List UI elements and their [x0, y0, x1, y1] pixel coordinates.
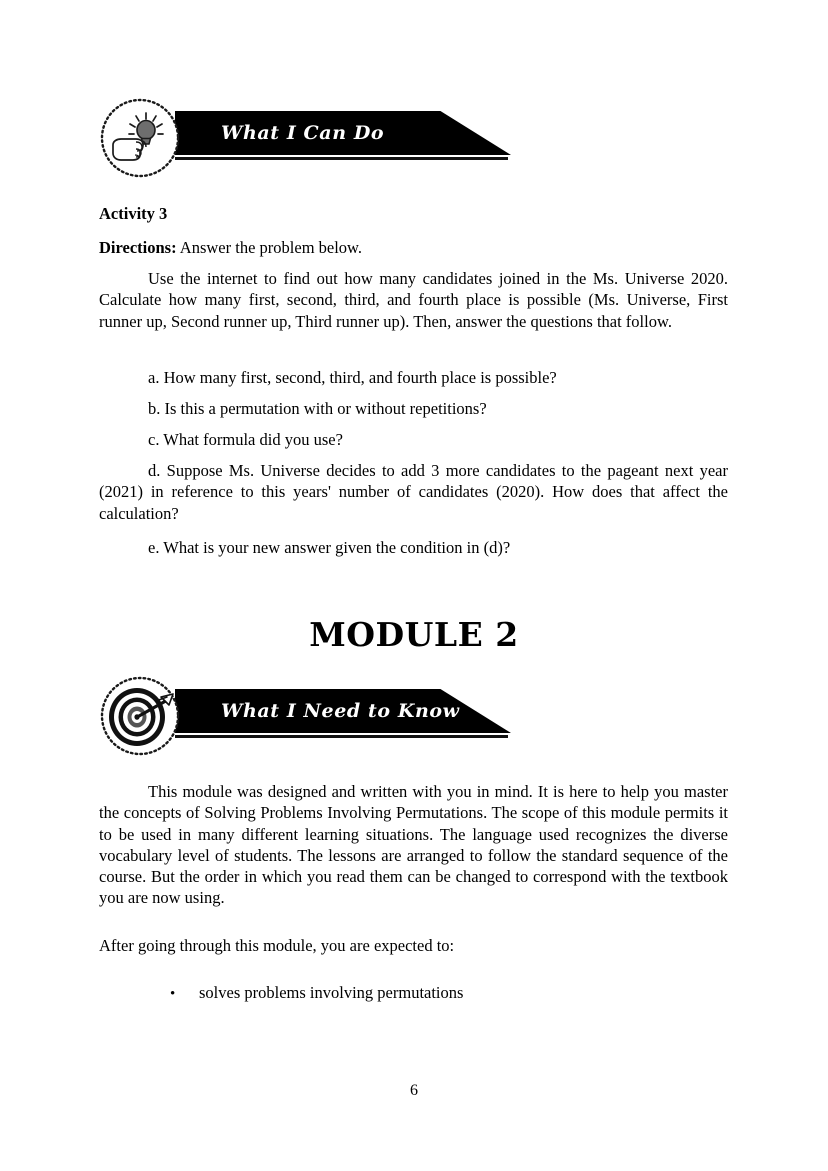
objective-text: solves problems involving permutations	[199, 983, 464, 1002]
banner-underline	[175, 156, 508, 160]
hand-holding-lightbulb-icon	[99, 97, 181, 179]
question-c: c. What formula did you use?	[148, 430, 343, 449]
directions-label: Directions:	[99, 238, 177, 257]
banner-bar	[175, 111, 511, 155]
page-number: 6	[410, 1082, 418, 1099]
target-with-arrow-icon	[99, 675, 181, 757]
banner-label: What I Need to Know	[221, 700, 460, 722]
activity-problem: Use the internet to find out how many candidates joined in the Ms. Universe 2020. Calculate how many first, second, third, and fourth place is possible (Ms. Universe, First runner up, Second runner up, Third runner up). Then, answer the questions that follow.	[99, 269, 728, 331]
list-item	[170, 982, 730, 1004]
question-e: e. What is your new answer given the condition in (d)?	[148, 538, 511, 557]
activity-title: Activity 3	[99, 204, 168, 223]
question-d: d. Suppose Ms. Universe decides to add 3 more candidates to the pageant next year (2021) in reference to this years' number of candidates (2020). How does that affect the calculation?	[99, 461, 728, 523]
banner-what-i-need-to-know	[99, 675, 511, 747]
question-a: a. How many first, second, third, and fourth place is possible?	[148, 368, 557, 387]
banner-label: What I Can Do	[221, 122, 385, 144]
banner-bar	[175, 689, 511, 733]
page-title: MODULE 2	[309, 615, 519, 654]
directions-text: Answer the problem below.	[176, 238, 363, 257]
module-intro-paragraph: This module was designed and written with you in mind. It is here to help you master the concepts of Solving Problems Involving Permutations. The scope of this module permits it to be used in many different learning situations. The language used recognizes the diverse vocabulary level of students. The lessons are arranged to follow the standard sequence of the course. But the order in which you read them can be changed to correspond with the textbook you are now using.	[99, 782, 728, 908]
question-b: b. Is this a permutation with or without repetitions?	[148, 399, 487, 418]
bullet-icon: •	[170, 986, 176, 1002]
objectives-intro: After going through this module, you are expected to:	[99, 936, 455, 955]
banner-what-i-can-do	[99, 97, 511, 169]
banner-underline	[175, 734, 508, 738]
directions-line	[99, 237, 728, 258]
